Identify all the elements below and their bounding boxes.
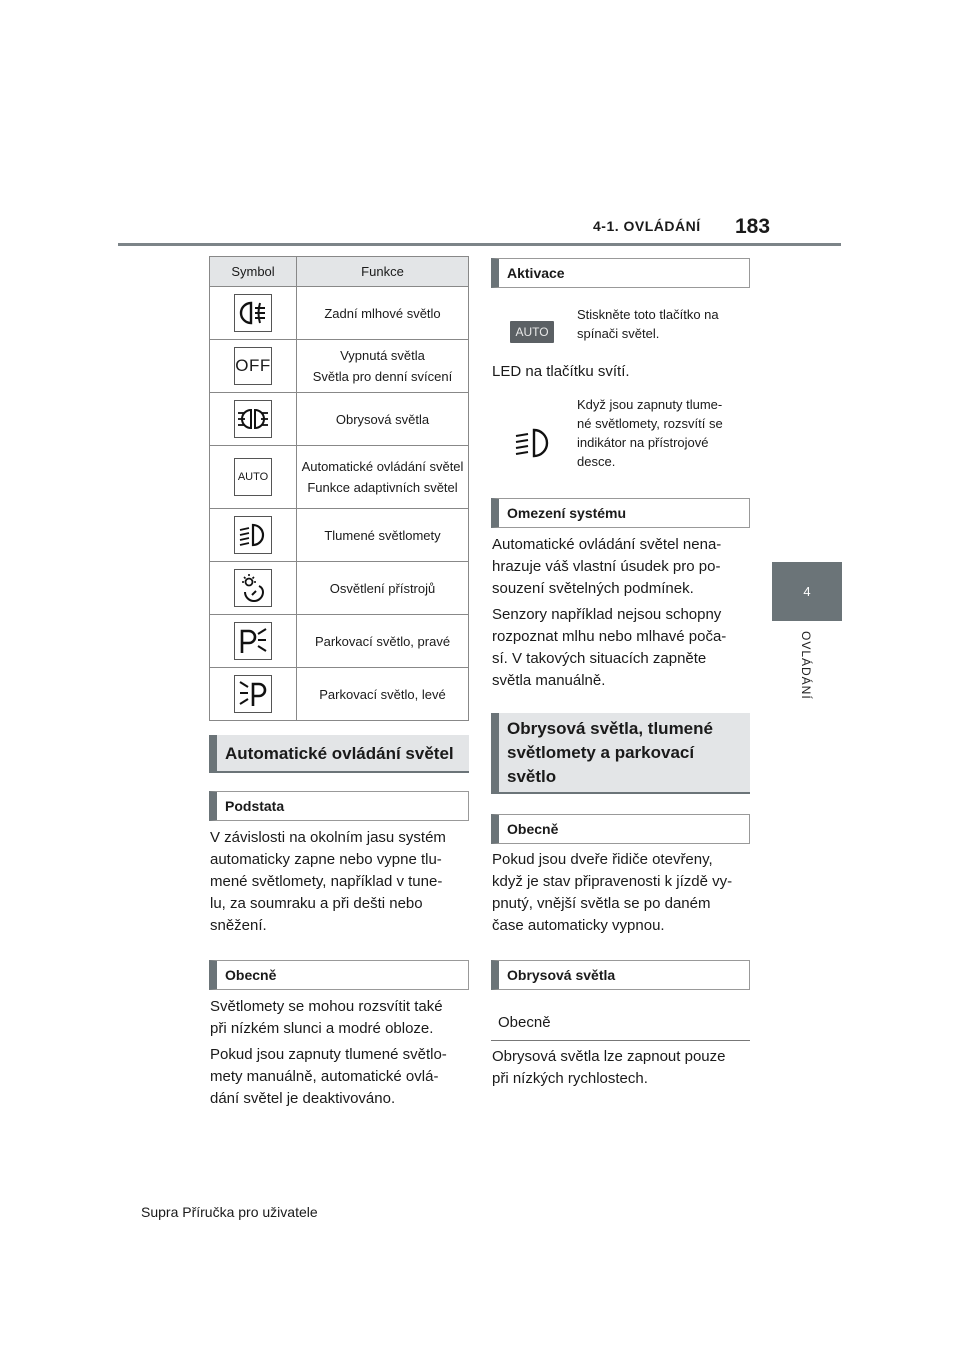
- heading-obecne-left: Obecně: [209, 960, 469, 990]
- table-row: [210, 287, 469, 340]
- table-row: [210, 615, 469, 668]
- heading-obrysova-svetla: Obrysová světla: [491, 960, 750, 990]
- function-text: Obrysová světla: [335, 411, 430, 427]
- table-row: [210, 562, 469, 615]
- position-lights-icon: [234, 400, 272, 438]
- table-row: [210, 509, 469, 562]
- footer-text: Supra Příručka pro uživatele: [141, 1204, 318, 1220]
- paragraph-obrysova: Obrysová světla lze zapnout pouze při nízkých rychlostech.: [492, 1048, 726, 1087]
- parking-light-right-icon: [234, 622, 272, 660]
- parking-light-left-icon: [234, 675, 272, 713]
- low-beam-icon: [512, 426, 552, 465]
- lowbeam-text: Když jsou zapnuty tlume- né světlomety, rozsvítí se indikátor na přístrojové desce.: [577, 397, 723, 469]
- symbol-table: [209, 256, 469, 721]
- function-text: Světla pro denní svícení: [312, 369, 453, 384]
- off-icon: OFF: [234, 347, 272, 385]
- table-row: [210, 340, 469, 393]
- chapter-label: OVLÁDÁNÍ: [799, 631, 813, 700]
- paragraph-obecne-right: Pokud jsou dveře řidiče otevřeny, když je stav připravenosti k jízdě vy- pnutý, vnější světla se po daném čase automaticky vypnou.: [492, 851, 733, 934]
- auto-icon: AUTO: [234, 458, 272, 496]
- rear-fog-light-icon: [234, 294, 272, 332]
- heading-obecne-right: Obecně: [491, 814, 750, 844]
- subheading-obecne: Obecně: [498, 1014, 551, 1031]
- function-text: Parkovací světlo, pravé: [314, 633, 451, 649]
- function-text: Zadní mlhové světlo: [324, 305, 441, 321]
- instrument-lighting-icon: [234, 569, 272, 607]
- table-row: [210, 446, 469, 509]
- header-function: Funkce: [297, 257, 469, 287]
- paragraph-omezeni-2: Senzory například nejsou schopny rozpoznat mlhu nebo mlhavé poča- sí. V takových situacích zapněte světla manuálně.: [492, 606, 727, 689]
- page-number: 183: [735, 215, 771, 238]
- aktivace-text: Stiskněte toto tlačítko na spínači světel.: [577, 307, 719, 341]
- paragraph-obecne-1: Světlomety se mohou rozsvítit také při nízkém slunci a modré obloze.: [210, 998, 443, 1037]
- auto-button-icon: AUTO: [510, 321, 554, 343]
- heading-podstata: Podstata: [209, 791, 469, 821]
- chapter-number: 4: [803, 584, 811, 599]
- led-text: LED na tlačítku svítí.: [492, 363, 630, 380]
- chapter-tab: [772, 562, 842, 621]
- function-text: Parkovací světlo, levé: [319, 686, 446, 702]
- paragraph-podstata: V závislosti na okolním jasu systém automaticky zapne nebo vypne tlu- mené světlomety, například v tune- lu, za soumraku a při dešti nebo sněžení.: [210, 829, 446, 934]
- heading-automatic-lighting: Automatické ovládání světel: [209, 735, 469, 773]
- function-text: Funkce adaptivních světel: [307, 480, 458, 495]
- function-text: Vypnutá světla: [340, 348, 425, 363]
- function-text: Tlumené světlomety: [324, 527, 441, 543]
- paragraph-omezeni-1: Automatické ovládání světel nena- hrazuje váš vlastní úsudek pro po- souzení světelných podmínek.: [492, 536, 722, 597]
- function-text: Osvětlení přístrojů: [329, 580, 436, 596]
- heading-position-lights-section: Obrysová světla, tlumené světlomety a parkovací světlo: [491, 713, 750, 794]
- paragraph-obecne-2: Pokud jsou zapnuty tlumené světlo- mety manuálně, automatické ovlá- dání světel je deaktivováno.: [210, 1046, 447, 1107]
- section-title: 4-1. OVLÁDÁNÍ: [593, 218, 701, 234]
- subheading-rule: [491, 1040, 750, 1041]
- header-rule: [118, 243, 841, 246]
- table-header-row: [210, 257, 469, 287]
- table-row: [210, 393, 469, 446]
- header-symbol: Symbol: [210, 257, 297, 287]
- low-beam-icon: [234, 516, 272, 554]
- table-row: [210, 668, 469, 721]
- heading-aktivace: Aktivace: [491, 258, 750, 288]
- function-text: Automatické ovládání světel: [301, 459, 464, 474]
- heading-omezeni: Omezení systému: [491, 498, 750, 528]
